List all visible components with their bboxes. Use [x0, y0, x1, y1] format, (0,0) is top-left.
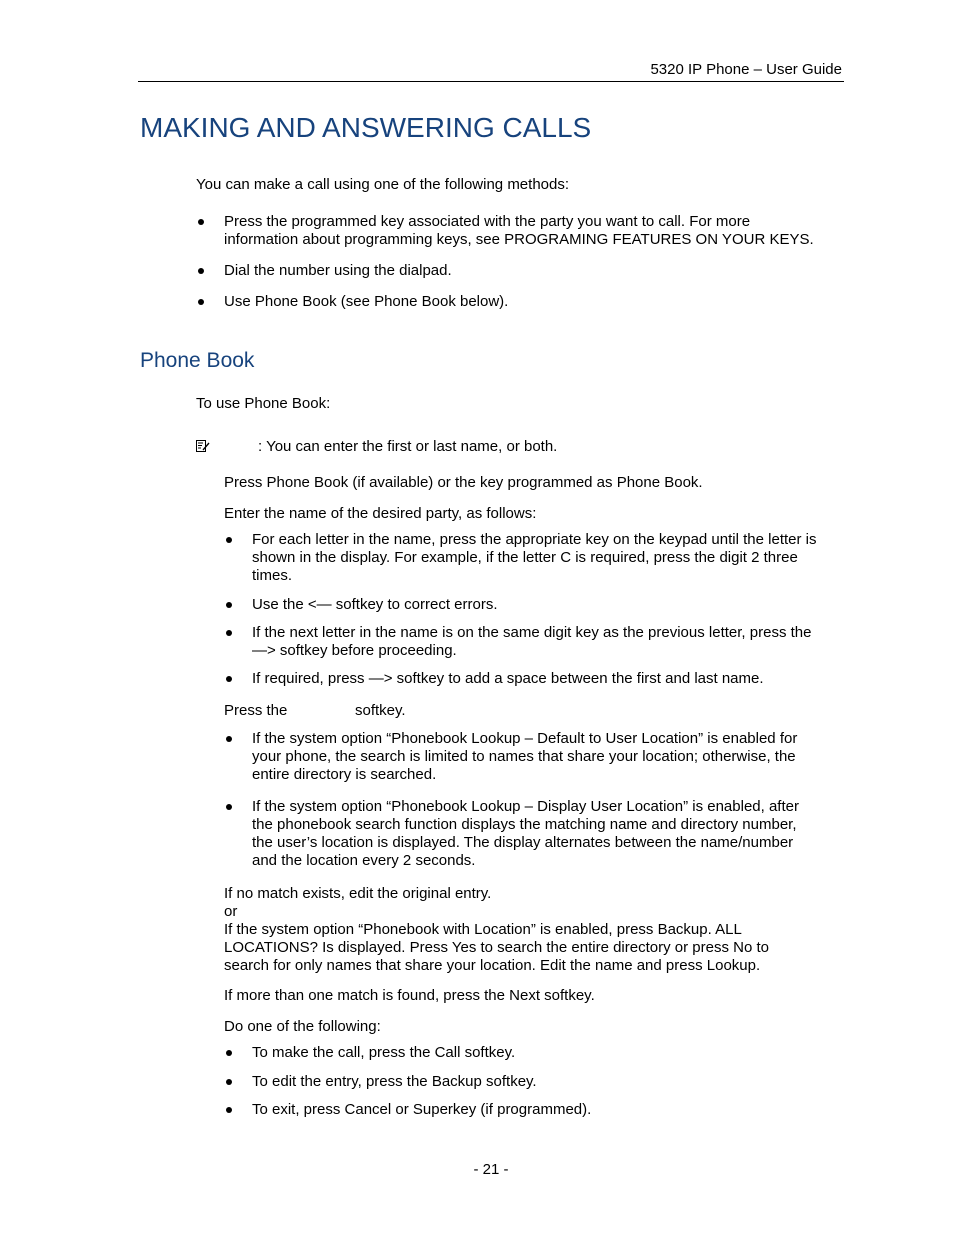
bullet [226, 676, 232, 682]
sub-item-line: If the next letter in the name is on the same digit key as the previous letter, press the [252, 624, 812, 641]
step-text: If more than one match is found, press the Next softkey. [224, 987, 595, 1004]
intro-text: You can make a call using one of the following methods: [196, 176, 570, 193]
bullet [226, 1107, 232, 1113]
step-text: If the system option “Phonebook with Location” is enabled, press Backup. ALL [224, 921, 742, 938]
step-text: Enter the name of the desired party, as follows: [224, 505, 537, 522]
bullet [226, 1079, 232, 1085]
bullet [226, 736, 232, 742]
note-text: : You can enter the first or last name, or both. [258, 438, 558, 455]
method-item-line: Use Phone Book (see Phone Book below). [224, 293, 509, 310]
bullet [198, 219, 204, 225]
method-item-line: Dial the number using the dialpad. [224, 262, 452, 279]
note-pencil-icon [196, 439, 210, 453]
page-title: MAKING AND ANSWERING CALLS [140, 112, 592, 143]
sub-item-line: the user’s location is displayed. The display alternates between the name/number [252, 834, 794, 851]
sub-item-line: times. [252, 567, 293, 584]
sub-item-line: To exit, press Cancel or Superkey (if programmed). [252, 1101, 592, 1118]
step-text: Do one of the following: [224, 1018, 381, 1035]
phone-book-intro: To use Phone Book: [196, 395, 331, 412]
sub-item-line: To edit the entry, press the Backup softkey. [252, 1073, 537, 1090]
method-item-line: Press the programmed key associated with the party you want to call. For more [224, 213, 751, 230]
sub-item-line: For each letter in the name, press the appropriate key on the keypad until the letter is [252, 531, 817, 548]
sub-item-line: If required, press —> softkey to add a space between the first and last name. [252, 670, 764, 687]
page-number: - 21 - [473, 1161, 509, 1178]
bullet [226, 1050, 232, 1056]
sub-item-line: If the system option “Phonebook Lookup – Display User Location” is enabled, after [252, 798, 799, 815]
step-text: If no match exists, edit the original entry. [224, 885, 492, 902]
sub-item-line: your phone, the search is limited to names that share your location; otherwise, the [252, 748, 796, 765]
bullet [226, 537, 232, 543]
section-heading: Phone Book [140, 349, 255, 372]
step-text: search for only names that share your location. Edit the name and press Lookup. [224, 957, 761, 974]
step-text: Press Phone Book (if available) or the key programmed as Phone Book. [224, 474, 703, 491]
method-item-line: information about programming keys, see PROGRAMING FEATURES ON YOUR KEYS. [224, 231, 814, 248]
bullet [226, 630, 232, 636]
step-text: LOCATIONS? Is displayed. Press Yes to search the entire directory or press No to [224, 939, 769, 956]
header-rule [138, 81, 844, 82]
bullet [226, 602, 232, 608]
bullet [226, 804, 232, 810]
bullet [198, 268, 204, 274]
step-text: or [224, 903, 238, 920]
bullet [198, 299, 204, 305]
sub-item-line: entire directory is searched. [252, 766, 437, 783]
step-text: softkey. [355, 702, 406, 719]
sub-item-line: To make the call, press the Call softkey. [252, 1044, 516, 1061]
step-text: Press the [224, 702, 288, 719]
sub-item-line: Use the <— softkey to correct errors. [252, 596, 498, 613]
running-header: 5320 IP Phone – User Guide [650, 61, 842, 78]
sub-item-line: —> softkey before proceeding. [252, 642, 457, 659]
sub-item-line: shown in the display. For example, if the letter C is required, press the digit 2 three [252, 549, 798, 566]
sub-item-line: and the location every 2 seconds. [252, 852, 476, 869]
sub-item-line: the phonebook search function displays the matching name and directory number, [252, 816, 797, 833]
sub-item-line: If the system option “Phonebook Lookup – Default to User Location” is enabled for [252, 730, 798, 747]
